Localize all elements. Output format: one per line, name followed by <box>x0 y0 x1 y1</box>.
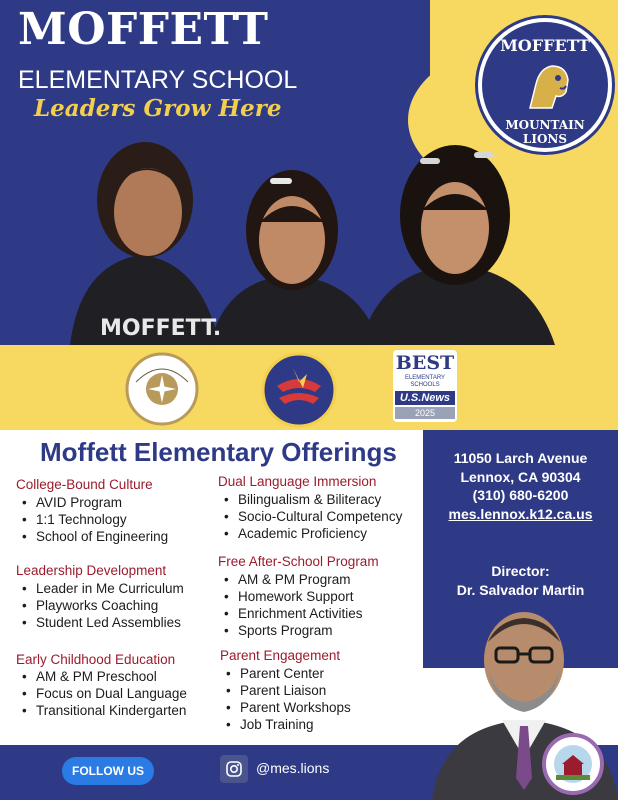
contact-phone[interactable]: (310) 680-6200 <box>472 487 569 503</box>
svg-text:MOFFETT.: MOFFETT. <box>100 316 222 341</box>
list-item: • 1:1 Technology <box>16 511 168 528</box>
list-college-bound <box>16 494 168 545</box>
contact-website-link[interactable]: mes.lennox.k12.ca.us <box>448 506 593 522</box>
instagram-handle[interactable]: @mes.lions <box>256 760 330 776</box>
list-item: • AM & PM Preschool <box>16 668 187 685</box>
instagram-glyph-icon <box>226 761 242 777</box>
school-subtitle: ELEMENTARY SCHOOL <box>18 66 298 94</box>
instagram-icon[interactable] <box>220 755 248 783</box>
category-leadership: Leadership Development <box>16 563 167 578</box>
category-college-bound: College-Bound Culture <box>16 477 153 492</box>
distinguished-school-badge <box>255 352 343 428</box>
offerings-title: Moffett Elementary Offerings <box>40 437 397 467</box>
director-name: Dr. Salvador Martin <box>456 582 585 598</box>
category-dual-language: Dual Language Immersion <box>218 474 377 489</box>
category-after-school: Free After-School Program <box>218 554 379 569</box>
list-item: • Job Training <box>220 716 351 733</box>
list-after-school <box>218 571 363 639</box>
list-parent-engagement <box>220 665 351 733</box>
usnews-badge <box>393 350 457 422</box>
school-title: MOFFETT <box>18 4 269 55</box>
category-parent-engagement: Parent Engagement <box>220 648 341 663</box>
list-leadership <box>16 580 184 631</box>
usnews-subtitle: ELEMENTARY SCHOOLS <box>404 375 446 388</box>
list-item: • Bilingualism & Biliteracy <box>218 491 402 508</box>
list-item: • Enrichment Activities <box>218 605 363 622</box>
mascot-logo-bottom-text: MOUNTAIN LIONS <box>505 118 585 146</box>
list-early-childhood <box>16 668 187 719</box>
contact-city: Lennox, CA 90304 <box>460 469 581 485</box>
school-tagline: Leaders Grow Here <box>34 95 282 122</box>
usnews-best-text: BEST <box>395 352 455 374</box>
list-item: • Homework Support <box>218 588 363 605</box>
list-item: • AVID Program <box>16 494 168 511</box>
list-item: • Student Led Assemblies <box>16 614 184 631</box>
follow-us-button[interactable]: FOLLOW US <box>62 757 154 785</box>
director-label: Director: <box>491 563 550 579</box>
list-item: • Playworks Coaching <box>16 597 184 614</box>
district-seal-icon <box>540 733 606 795</box>
list-item: • Focus on Dual Language <box>16 685 187 702</box>
category-early-childhood: Early Childhood Education <box>16 652 176 667</box>
list-item: • Socio-Cultural Competency <box>218 508 402 525</box>
list-item: • Parent Center <box>220 665 351 682</box>
list-item: • Parent Workshops <box>220 699 351 716</box>
students-photo <box>60 130 580 345</box>
list-dual-language <box>218 491 402 542</box>
mascot-logo-top-text: MOFFETT <box>500 36 590 55</box>
list-item: • Parent Liaison <box>220 682 351 699</box>
usnews-year: 2025 <box>395 407 455 419</box>
list-item: • School of Engineering <box>16 528 168 545</box>
list-item: • Sports Program <box>218 622 363 639</box>
list-item: • AM & PM Program <box>218 571 363 588</box>
list-item: • Academic Proficiency <box>218 525 402 542</box>
contact-street: 11050 Larch Avenue <box>453 450 588 466</box>
leader-in-me-badge <box>120 352 204 426</box>
list-item: • Leader in Me Curriculum <box>16 580 184 597</box>
mountain-lion-icon <box>522 58 574 114</box>
usnews-logo: U.S.News <box>395 391 455 405</box>
list-item: • Transitional Kindergarten <box>16 702 187 719</box>
